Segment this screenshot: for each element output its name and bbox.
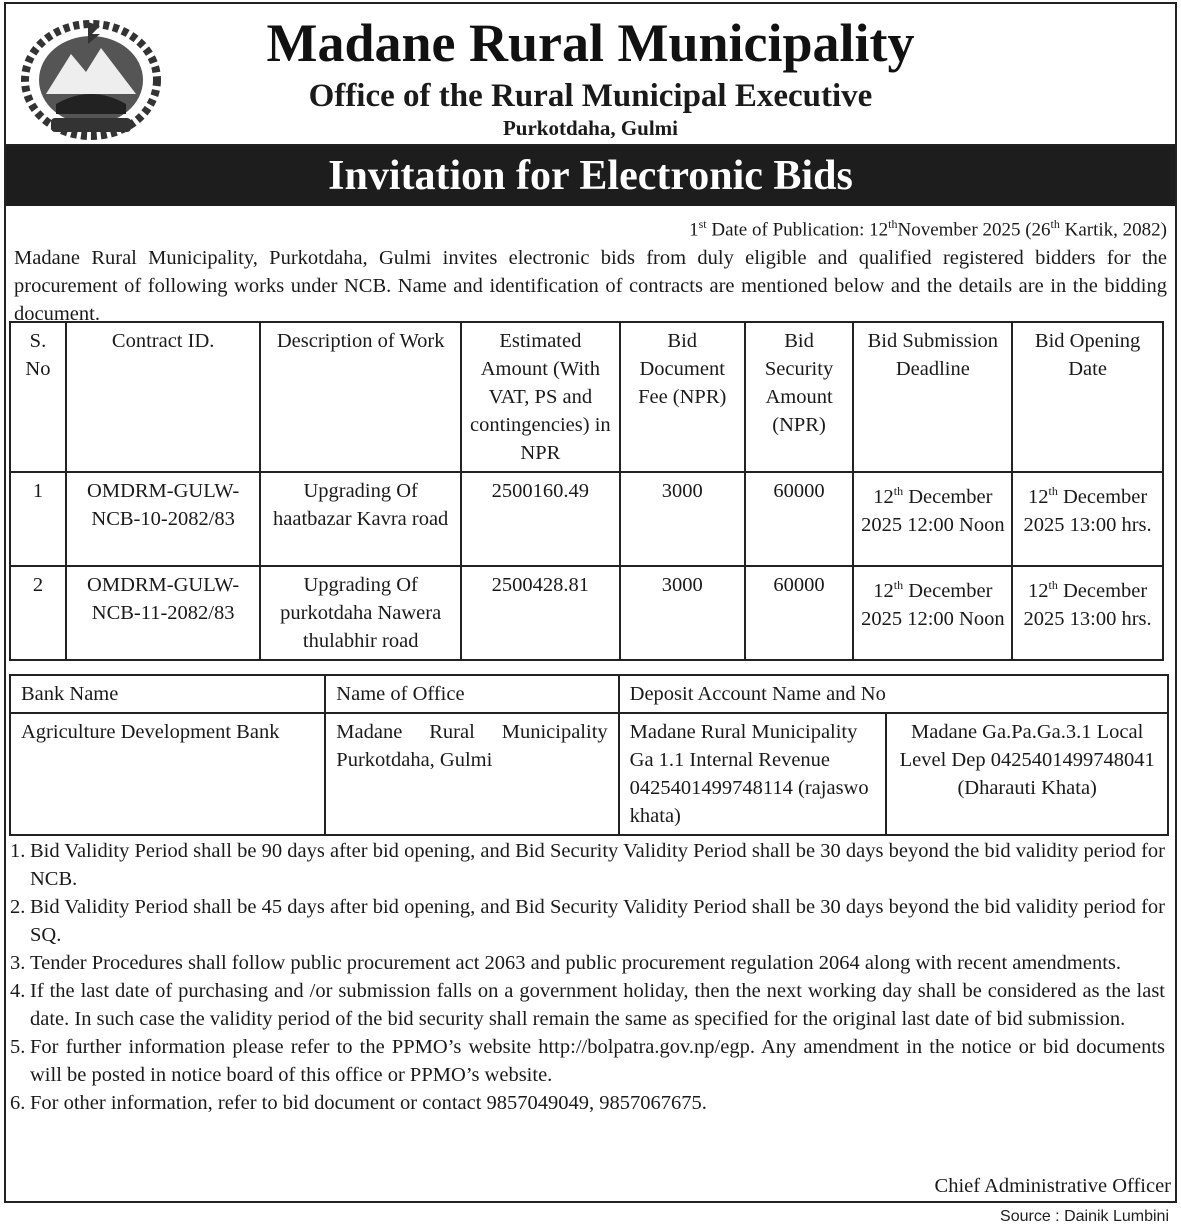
intro-paragraph: Madane Rural Municipality, Purkotdaha, Gulmi invites electronic bids from duly eligible and qualified registered bidders for the procurement of following works under NCB. Name and identification of contracts are mentioned below and the details are in the bidding document.: [14, 247, 1167, 326]
cell-fee: 3000: [620, 566, 745, 660]
cell-opening: 12th December 2025 13:00 hrs.: [1012, 566, 1163, 660]
list-item: 1. Bid Validity Period shall be 90 days after bid opening, and Bid Security Validity Period shall be 30 days beyond the bid validity period for NCB.: [10, 840, 1165, 890]
cell-fee: 3000: [620, 472, 745, 566]
notice-header: [6, 4, 1175, 146]
cell-description: Upgrading Of haatbazar Kavra road: [260, 472, 461, 566]
cell-account-deposit: Madane Ga.Pa.Ga.3.1 Local Level Dep 0425401499748041 (Dharauti Khata): [886, 713, 1168, 835]
header-deadline: Bid Submission Deadline: [853, 322, 1012, 472]
bank-row: [10, 713, 1168, 835]
bank-table: [9, 674, 1169, 836]
municipality-title: Madane Rural Municipality: [266, 13, 915, 73]
list-item: 6. For other information, refer to bid document or contact 9857049049, 9857067675.: [10, 1092, 707, 1114]
notice-banner: Invitation for Electronic Bids: [6, 146, 1175, 206]
list-item: 4. If the last date of purchasing and /or submission falls on a government holiday, then the next working day shall be considered as the last date. In such case the validity period of the bid security shall remain the same as specified for the original last date of bid submission.: [10, 980, 1165, 1030]
list-item: 5. For further information please refer to the PPMO’s website http://bolpatra.gov.np/egp. Any amendment in the notice or bid documents will be posted in notice board of this office or PPMO’s website.: [10, 1036, 1165, 1086]
signoff: Chief Administrative Officer: [934, 1175, 1171, 1197]
notes-list: [10, 837, 1165, 1117]
header-sn: S. No: [10, 322, 66, 472]
cell-deadline: 12th December 2025 12:00 Noon: [853, 566, 1012, 660]
list-item: 2. Bid Validity Period shall be 45 days after bid opening, and Bid Security Validity Period shall be 30 days beyond the bid validity period for SQ.: [10, 896, 1165, 946]
header-fee: Bid Document Fee (NPR): [620, 322, 745, 472]
cell-contract-id: OMDRM-GULW-NCB-10-2082/83: [66, 472, 261, 566]
contracts-table: [9, 321, 1164, 661]
cell-security: 60000: [745, 566, 854, 660]
nepal-emblem-icon: [16, 14, 166, 142]
table-row: [10, 566, 1163, 660]
publication-date: 1st Date of Publication: 12thNovember 2025 (26th Kartik, 2082): [689, 217, 1167, 241]
cell-amount: 2500160.49: [461, 472, 620, 566]
cell-description: Upgrading Of purkotdaha Nawera thulabhir road: [260, 566, 461, 660]
cell-contract-id: OMDRM-GULW-NCB-11-2082/83: [66, 566, 261, 660]
table-row: [10, 472, 1163, 566]
header-security: Bid Security Amount (NPR): [745, 322, 854, 472]
header-amount: Estimated Amount (With VAT, PS and contingencies) in NPR: [461, 322, 620, 472]
office-address: Purkotdaha, Gulmi: [502, 116, 679, 140]
bank-header-row: [10, 675, 1168, 713]
table-header-row: [10, 322, 1163, 472]
cell-opening: 12th December 2025 13:00 hrs.: [1012, 472, 1163, 566]
cell-account-revenue: Madane Rural Municipality Ga 1.1 Internal Revenue 0425401499748114 (rajaswo khata): [619, 713, 887, 835]
cell-sn: 1: [10, 472, 66, 566]
cell-amount: 2500428.81: [461, 566, 620, 660]
header-bank-name: Bank Name: [10, 675, 325, 713]
header-contract-id: Contract ID.: [66, 322, 261, 472]
source-credit: Source : Dainik Lumbini: [1000, 1208, 1169, 1225]
list-item: 3. Tender Procedures shall follow public procurement act 2063 and public procurement regulation 2064 along with recent amendments.: [10, 952, 1121, 974]
header-office: Name of Office: [325, 675, 618, 713]
header-opening: Bid Opening Date: [1012, 322, 1163, 472]
cell-sn: 2: [10, 566, 66, 660]
office-subtitle: Office of the Rural Municipal Executive: [308, 78, 873, 114]
cell-deadline: 12th December 2025 12:00 Noon: [853, 472, 1012, 566]
header-description: Description of Work: [260, 322, 461, 472]
cell-bank-name: Agriculture Development Bank: [10, 713, 325, 835]
header-deposit-account: Deposit Account Name and No: [619, 675, 1168, 713]
cell-office: Madane Rural Municipality Purkotdaha, Gulmi: [325, 713, 618, 835]
cell-security: 60000: [745, 472, 854, 566]
